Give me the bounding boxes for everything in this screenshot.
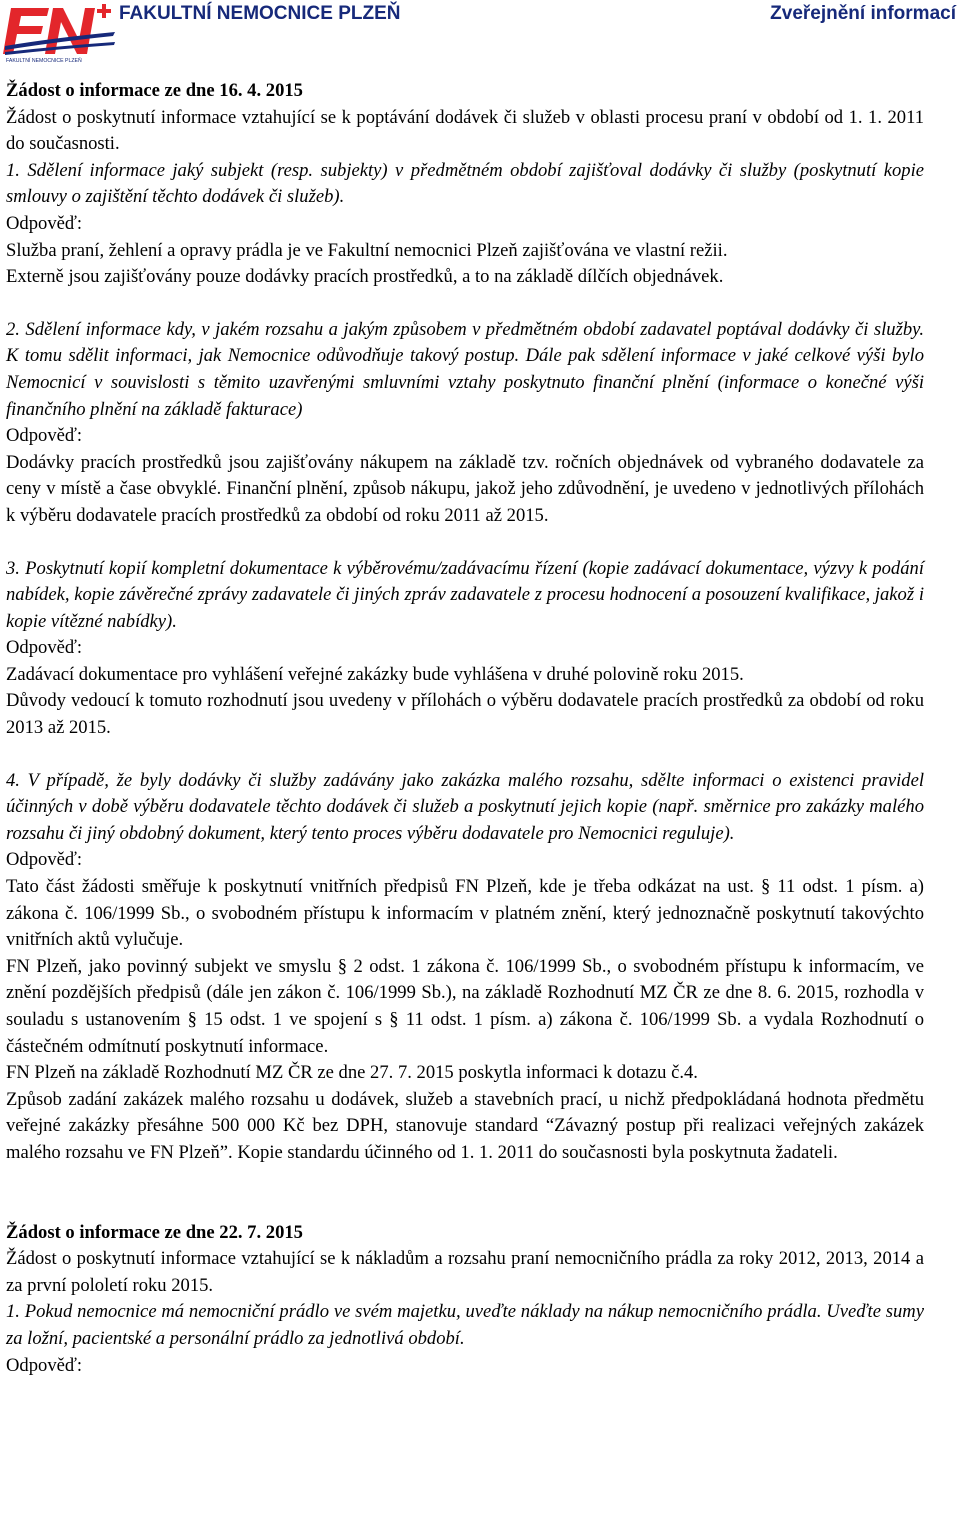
hospital-name: FAKULTNÍ NEMOCNICE PLZEŇ [119, 3, 401, 24]
request1-answer-3-line-2: Důvody vedoucí k tomuto rozhodnutí jsou uvedeny v přílohách o výběru dodavatele pracích prostředků za období od roku 2013 až 2015. [6, 690, 924, 739]
request1-answer-3-line-1: Zadávací dokumentace pro vyhlášení veřejné zakázky bude vyhlášena v druhé polovině roku 2015. [6, 663, 744, 685]
request1-question-1: 1. Sdělení informace jaký subjekt (resp. subjekty) v předmětném období zajišťoval dodávky či služby (poskytnutí kopie smlouvy o zajištění těchto dodávek či služeb). [6, 159, 924, 208]
request1-question-3: 3. Poskytnutí kopií kompletní dokumentace k výběrovému/zadávacímu řízení (kopie zadávací dokumentace, výzvy k podání nabídek, kopie závěrečné zprávy zadavatele či jiných zpráv zadavatele z procesu hodnocení a posouzení kvalifikace, jakož i kopie vítězné nabídky). [6, 557, 924, 632]
request1-answer-4-para-3: FN Plzeň na základě Rozhodnutí MZ ČR ze dne 27. 7. 2015 poskytla informaci k dotazu č.4. [6, 1062, 698, 1084]
request1-answer-1-line-2: Externě jsou zajišťovány pouze dodávky pracích prostředků, a to na základě dílčích objednávek. [6, 266, 724, 288]
answer-label: Odpověď: [6, 849, 83, 871]
request1-answer-2: Dodávky pracích prostředků jsou zajišťovány nákupem na základě tzv. ročních objednávek od vybraného dodavatele za ceny v místě a čase obvyklé. Finanční plnění, způsob nákupu, jakož jeho zdůvodnění, je uvedeno v jednotlivých přílohách k výběru dodavatele pracích prostředků za období od roku 2011 až 2015. [6, 451, 924, 526]
request1-question-2: 2. Sdělení informace kdy, v jakém rozsahu a jakým způsobem v předmětném období zadavatel poptával dodávky či služby. K tomu sdělit informaci, jak Nemocnice odůvodňuje takový postup. Dále pak sdělení informace v jaké celkové výši bylo Nemocnicí v souvislosti s těmito uzavřenými smluvními vztahy poskytnuto finanční plnění (informace o konečné výši finančního plnění na základě fakturace) [6, 318, 924, 420]
answer-label: Odpověď: [6, 1354, 83, 1376]
request1-answer-4-para-2: FN Plzeň, jako povinný subjekt ve smyslu § 2 odst. 1 zákona č. 106/1999 Sb., o svobodném přístupu k informacím, ve znění pozdějších předpisů (dále jen zákon č. 106/1999 Sb.), na základě Rozhodnutí MZ ČR ze dne 8. 6. 2015, rozhodla v souladu s ustanovením § 15 odst. 1 ve spojení s § 11 odst. 1 písm. a) zákona č. 106/1999 Sb. a vydala Rozhodnutí o částečném odmítnutí poskytnutí informace. [6, 955, 924, 1057]
request1-answer-1-line-1: Služba praní, žehlení a opravy prádla je ve Fakultní nemocnici Plzeň zajišťována ve vlastní režii. [6, 239, 728, 261]
page-header [0, 0, 960, 70]
section-name: Zveřejnění informací [770, 3, 956, 24]
request1-answer-4-para-1: Tato část žádosti směřuje k poskytnutí vnitřních předpisů FN Plzeň, kde je třeba odkázat na ust. § 11 odst. 1 písm. a) zákona č. 106/1999 Sb., o svobodném přístupu k informacím v platném znění, který jednoznačně poskytnutí takovýchto vnitřních aktů vylučuje. [6, 876, 924, 951]
request2-subject: Žádost o poskytnutí informace vztahující se k nákladům a rozsahu praní nemocničního prádla za roky 2012, 2013, 2014 a za první pololetí roku 2015. [6, 1248, 924, 1296]
request1-answer-4-para-4: Způsob zadání zakázek malého rozsahu u dodávek, služeb a stavebních prací, u nichž předpokládaná hodnota předmětu veřejné zakázky přesáhne 500 000 Kč bez DPH, stanovuje standard “Závazný postup při realizaci veřejných zakázek malého rozsahu ve FN Plzeň”. Kopie standardu účinného od 1. 1. 2011 do současnosti byla poskytnuta žadateli. [6, 1088, 924, 1163]
request1-question-4: 4. V případě, že byly dodávky či služby zadávány jako zakázka malého rozsahu, sdělte informaci o existenci pravidel účinných v době výběru dodavatele těchto dodávek či služeb a poskytnutí jejich kopie (např. směrnice pro zakázky malého rozsahu či jiný obdobný dokument, který tento proces výběru dodavatele pro Nemocnici reguluje). [6, 769, 924, 844]
answer-label: Odpověď: [6, 425, 83, 447]
document-body [6, 78, 924, 1379]
request1-heading: Žádost o informace ze dne 16. 4. 2015 [6, 80, 303, 101]
request2-heading: Žádost o informace ze dne 22. 7. 2015 [6, 1221, 303, 1243]
request2-question-1: 1. Pokud nemocnice má nemocniční prádlo ve svém majetku, uveďte náklady na nákup nemocničního prádla. Uveďte sumy za ložní, pacientské a personální prádlo za jednotlivá období. [6, 1301, 924, 1349]
fn-plzen-logo [3, 2, 118, 64]
request1-subject: Žádost o poskytnutí informace vztahující se k poptávání dodávek či služeb v oblasti procesu praní v období od 1. 1. 2011 do současnosti. [6, 106, 924, 155]
answer-label: Odpověď: [6, 212, 83, 234]
answer-label: Odpověď: [6, 637, 83, 659]
logo-subtext: FAKULTNÍ NEMOCNICE PLZEŇ [6, 58, 82, 64]
